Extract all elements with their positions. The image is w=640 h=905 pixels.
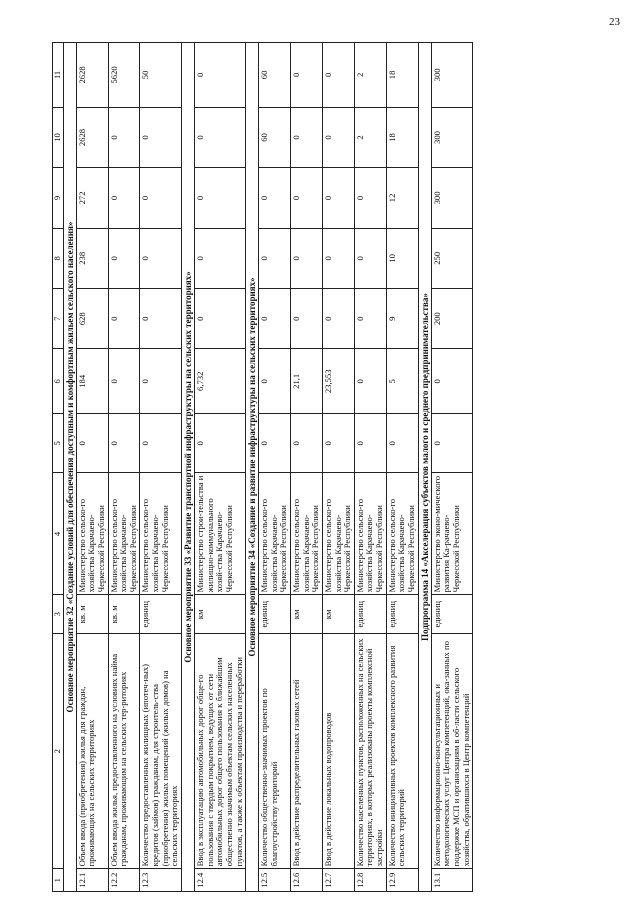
year-value-cell: 0 — [354, 349, 386, 414]
year-value-cell: 0 — [140, 107, 182, 167]
column-number-cell: 8 — [53, 228, 64, 288]
year-value-cell: 0 — [108, 349, 140, 414]
year-value-cell: 23,553 — [322, 349, 354, 414]
unit-cell: единиц — [386, 595, 418, 634]
year-value-cell: 0 — [140, 414, 182, 473]
indicator-name-cell: Количество населенных пунктов, расположенных на сельских территориях, в которых реализованы проекты комплексной застройки — [354, 634, 386, 869]
year-value-cell: 12 — [386, 168, 418, 228]
unit-cell: км — [291, 595, 323, 634]
column-number-row — [53, 43, 64, 892]
year-value-cell: 300 — [431, 43, 473, 108]
year-value-cell: 2 — [354, 43, 386, 108]
year-value-cell: 0 — [354, 168, 386, 228]
table-body — [53, 43, 473, 892]
section-heading-row — [63, 43, 76, 892]
table-row — [386, 43, 418, 892]
year-value-cell: 9 — [386, 289, 418, 349]
year-value-cell: 0 — [140, 228, 182, 288]
column-number-cell: 2 — [53, 634, 64, 869]
year-value-cell: 2 — [354, 107, 386, 167]
year-value-cell: 238 — [76, 228, 108, 288]
year-value-cell: 5 — [386, 349, 418, 414]
year-value-cell: 300 — [431, 168, 473, 228]
section-heading-row — [181, 43, 194, 892]
year-value-cell: 0 — [195, 228, 246, 288]
table-row — [354, 43, 386, 892]
row-number-cell: 12.8 — [354, 869, 386, 892]
year-value-cell: 0 — [259, 414, 291, 473]
year-value-cell: 0 — [322, 289, 354, 349]
row-number-cell: 12.7 — [322, 869, 354, 892]
row-number-cell: 12.9 — [386, 869, 418, 892]
indicator-name-cell: Ввод в действие локальных водопроводов — [322, 634, 354, 869]
column-number-cell: 3 — [53, 595, 64, 634]
section-title: Основное мероприятие 32 «Создание условий для обеспечения доступным и комфортным жильем сельского населения» — [63, 43, 76, 892]
executor-cell: Министерство строи-тельства и жилищно-коммунального хозяй-ства Карачаево-Черкесской Республики — [195, 473, 246, 595]
section-heading-row — [418, 43, 431, 892]
executor-cell: Министерство сельско-го хозяйства Карачаево-Черкесской Республики — [259, 473, 291, 595]
column-number-cell: 10 — [53, 107, 64, 167]
year-value-cell: 6,732 — [195, 349, 246, 414]
year-value-cell: 60 — [259, 107, 291, 167]
unit-cell: км — [195, 595, 246, 634]
year-value-cell: 21,1 — [291, 349, 323, 414]
table-row — [195, 43, 246, 892]
row-number-cell: 13.1 — [431, 869, 473, 892]
row-number-cell: 12.2 — [108, 869, 140, 892]
year-value-cell: 0 — [291, 168, 323, 228]
column-number-cell: 4 — [53, 473, 64, 595]
unit-cell: единиц — [140, 595, 182, 634]
year-value-cell: 0 — [259, 349, 291, 414]
year-value-cell: 0 — [195, 414, 246, 473]
unit-cell: кв. м — [108, 595, 140, 634]
row-number-cell: 12.4 — [195, 869, 246, 892]
year-value-cell: 10 — [386, 228, 418, 288]
year-value-cell: 0 — [354, 228, 386, 288]
year-value-cell: 0 — [108, 289, 140, 349]
year-value-cell: 0 — [431, 414, 473, 473]
year-value-cell: 0 — [76, 414, 108, 473]
year-value-cell: 0 — [354, 414, 386, 473]
row-number-cell: 12.6 — [291, 869, 323, 892]
year-value-cell: 0 — [108, 414, 140, 473]
column-number-cell: 5 — [53, 414, 64, 473]
year-value-cell: 0 — [291, 228, 323, 288]
table-row — [108, 43, 140, 892]
unit-cell: единиц — [354, 595, 386, 634]
rotated-table-container — [52, 42, 612, 892]
year-value-cell: 0 — [195, 43, 246, 108]
column-number-cell: 7 — [53, 289, 64, 349]
column-number-cell: 6 — [53, 349, 64, 414]
unit-cell: единиц — [431, 595, 473, 634]
year-value-cell: 0 — [354, 289, 386, 349]
year-value-cell: 0 — [195, 107, 246, 167]
row-number-cell: 12.3 — [140, 869, 182, 892]
table-row — [76, 43, 108, 892]
executor-cell: Министерство сельско-го хозяйства Карачаево-Черкесской Республики — [291, 473, 323, 595]
executor-cell: Министерство сельско-го хозяйства Карачаево-Черкесской Республики — [354, 473, 386, 595]
year-value-cell: 250 — [431, 228, 473, 288]
year-value-cell: 0 — [259, 228, 291, 288]
column-number-cell: 1 — [53, 869, 64, 892]
executor-cell: Министерство сельско-го хозяйства Карачаево-Черкесской Республики — [76, 473, 108, 595]
year-value-cell: 628 — [76, 289, 108, 349]
year-value-cell: 0 — [140, 168, 182, 228]
table-row — [140, 43, 182, 892]
year-value-cell: 0 — [259, 168, 291, 228]
row-number-cell: 12.5 — [259, 869, 291, 892]
year-value-cell: 272 — [76, 168, 108, 228]
indicator-name-cell: Объем ввода жилья, предоставленного на условиях найма гражданам, проживающим на сельских тер-риториях — [108, 634, 140, 869]
row-number-cell: 12.1 — [76, 869, 108, 892]
executor-cell: Министерство сельско-го хозяйства Карачаево-Черкесской Республики — [386, 473, 418, 595]
rotated-page-area — [52, 42, 612, 892]
year-value-cell: 0 — [386, 414, 418, 473]
year-value-cell: 2628 — [76, 107, 108, 167]
year-value-cell: 5620 — [108, 43, 140, 108]
indicator-name-cell: Ввод в действие распределительных газовых сетей — [291, 634, 323, 869]
section-title: Подпрограмма 14 «Акселерация субъектов малого и среднего предпринимательства» — [418, 43, 431, 892]
executor-cell: Министерство сельско-го хозяйства Карачаево-Черкесской Республики — [322, 473, 354, 595]
year-value-cell: 0 — [291, 43, 323, 108]
indicator-name-cell: Количество предоставленных жилищных (ипотеч-ных) кредитов (займов) гражданам, для строитель-ства (приобретения) жилых помещений (жилых домов) на сельских территориях — [140, 634, 182, 869]
table-row — [322, 43, 354, 892]
year-value-cell: 0 — [291, 289, 323, 349]
year-value-cell: 0 — [108, 107, 140, 167]
year-value-cell: 0 — [431, 349, 473, 414]
unit-cell: кв. м — [76, 595, 108, 634]
indicator-name-cell: Количество инициативных проектов комплексного развития сельских территорий — [386, 634, 418, 869]
unit-cell: единиц — [259, 595, 291, 634]
executor-cell: Министерство сельско-го хозяйства Карачаево-Черкесской Республики — [140, 473, 182, 595]
executor-cell: Министерство эконо-мического развития Ка-рачаево-Черкесской Республики — [431, 473, 473, 595]
year-value-cell: 18 — [386, 107, 418, 167]
year-value-cell: 50 — [140, 43, 182, 108]
section-title: Основное мероприятие 33 «Развитие транспортной инфраструктуры на сельских территориях» — [181, 43, 194, 892]
year-value-cell: 60 — [259, 43, 291, 108]
year-value-cell: 0 — [322, 414, 354, 473]
indicator-name-cell: Количество информационно-консультационных и методологических услуг Центра компетенций, ока-занных по поддержке МСП и организациям в об-ласти сельского хозяйства, обратившихся в Центр компетенций — [431, 634, 473, 869]
year-value-cell: 0 — [322, 228, 354, 288]
year-value-cell: 0 — [108, 168, 140, 228]
indicator-name-cell: Ввод в эксплуатацию автомобильных дорог обще-го пользования с твердым покрытием, ведущих от сети автомобильных дорог общего пользования к ближайшим общественно значимым объектам сельских населенных пунктов, а также к объектам производства и переработки — [195, 634, 246, 869]
section-title: Основное мероприятие 34 «Создание и развитие инфраструктуры на сельских территориях» — [246, 43, 259, 892]
column-number-cell: 9 — [53, 168, 64, 228]
year-value-cell: 184 — [76, 349, 108, 414]
page-number: 23 — [609, 16, 620, 28]
year-value-cell: 18 — [386, 43, 418, 108]
year-value-cell: 0 — [108, 228, 140, 288]
year-value-cell: 2628 — [76, 43, 108, 108]
indicator-name-cell: Объем ввода (приобретения) жилья для граждан, проживающих на сельских территориях — [76, 634, 108, 869]
year-value-cell: 0 — [291, 107, 323, 167]
year-value-cell: 0 — [259, 289, 291, 349]
year-value-cell: 0 — [140, 349, 182, 414]
year-value-cell: 0 — [195, 168, 246, 228]
year-value-cell: 0 — [195, 289, 246, 349]
table-row — [431, 43, 473, 892]
executor-cell: Министерство сельско-го хозяйства Карачаево-Черкесской Республики — [108, 473, 140, 595]
year-value-cell: 300 — [431, 107, 473, 167]
year-value-cell: 0 — [140, 289, 182, 349]
indicators-table — [52, 42, 473, 892]
table-row — [291, 43, 323, 892]
year-value-cell: 0 — [322, 43, 354, 108]
year-value-cell: 0 — [322, 168, 354, 228]
section-heading-row — [246, 43, 259, 892]
indicator-name-cell: Количество общественно-значимых проектов по благоустройству территорий — [259, 634, 291, 869]
table-row — [259, 43, 291, 892]
column-number-cell: 11 — [53, 43, 64, 108]
year-value-cell: 0 — [291, 414, 323, 473]
unit-cell: км — [322, 595, 354, 634]
year-value-cell: 200 — [431, 289, 473, 349]
year-value-cell: 0 — [322, 107, 354, 167]
